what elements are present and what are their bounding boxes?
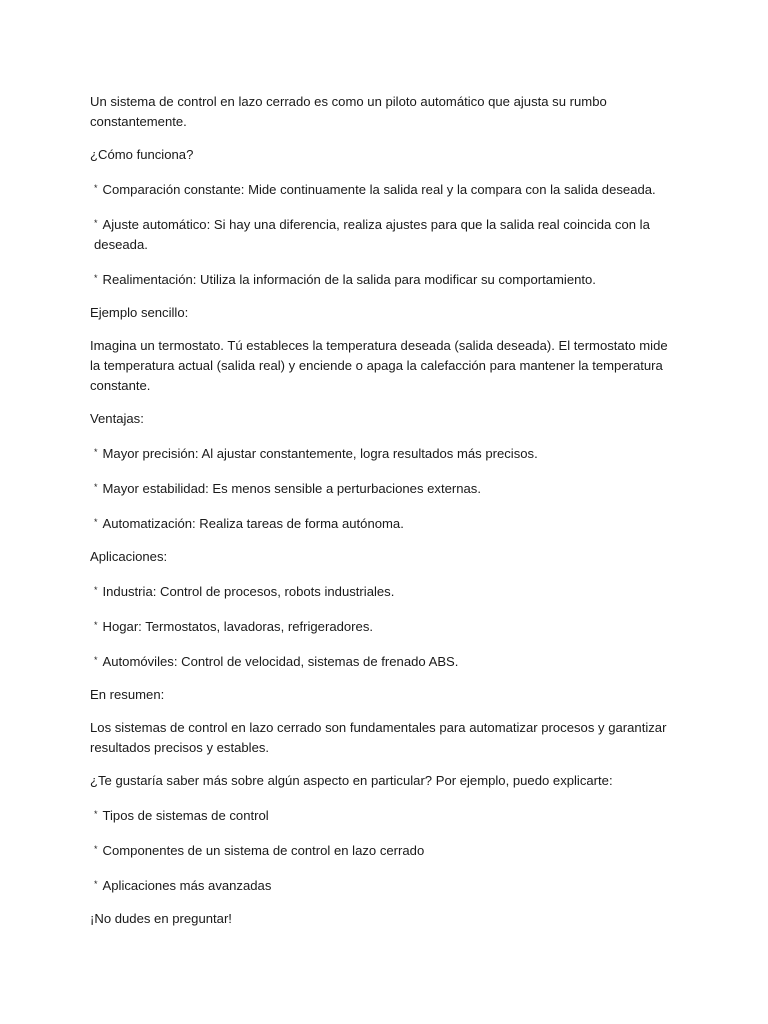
list-item-text: Ajuste automático: Si hay una diferencia, realiza ajustes para que la salida real coincida con la deseada.	[94, 217, 650, 252]
example-paragraph: Imagina un termostato. Tú estableces la temperatura deseada (salida deseada). El termostato mide la temperatura actual (salida real) y enciende o apaga la calefacción para mantener la temperatura constante.	[90, 338, 668, 393]
bullet-marker: *	[94, 620, 98, 630]
summary-heading: En resumen:	[90, 687, 165, 702]
bullet-marker: *	[94, 879, 98, 889]
list-item	[90, 874, 680, 896]
list-item-text: Aplicaciones más avanzadas	[102, 878, 272, 893]
intro-paragraph: Un sistema de control en lazo cerrado es como un piloto automático que ajusta su rumbo constantemente.	[90, 94, 607, 129]
bullet-marker: *	[94, 655, 98, 665]
bullet-marker: *	[94, 273, 98, 283]
list-item-text: Comparación constante: Mide continuamente la salida real y la compara con la salida deseada.	[102, 182, 656, 197]
list-item-text: Industria: Control de procesos, robots industriales.	[102, 584, 395, 599]
example-heading: Ejemplo sencillo:	[90, 305, 189, 320]
list-item	[90, 442, 680, 464]
list-item	[90, 512, 680, 534]
list-item	[90, 580, 680, 602]
list-item-text: Hogar: Termostatos, lavadoras, refrigeradores.	[102, 619, 374, 634]
list-item	[90, 213, 680, 255]
summary-paragraph: Los sistemas de control en lazo cerrado son fundamentales para automatizar procesos y garantizar resultados precisos y estables.	[90, 720, 667, 755]
how-heading: ¿Cómo funciona?	[90, 147, 194, 162]
document-page	[90, 92, 680, 942]
closing-paragraph: ¡No dudes en preguntar!	[90, 911, 232, 926]
list-item-text: Tipos de sistemas de control	[102, 808, 269, 823]
list-item	[90, 804, 680, 826]
bullet-marker: *	[94, 517, 98, 527]
bullet-marker: *	[94, 218, 98, 228]
list-item-text: Realimentación: Utiliza la información de la salida para modificar su comportamiento.	[102, 272, 596, 287]
list-item-text: Automatización: Realiza tareas de forma autónoma.	[102, 516, 404, 531]
question-paragraph: ¿Te gustaría saber más sobre algún aspecto en particular? Por ejemplo, puedo explicarte:	[90, 773, 613, 788]
bullet-marker: *	[94, 585, 98, 595]
bullet-marker: *	[94, 447, 98, 457]
list-item	[90, 268, 680, 290]
bullet-marker: *	[94, 482, 98, 492]
list-item-text: Mayor precisión: Al ajustar constantemente, logra resultados más precisos.	[102, 446, 538, 461]
bullet-marker: *	[94, 809, 98, 819]
applications-heading: Aplicaciones:	[90, 549, 168, 564]
list-item	[90, 650, 680, 672]
list-item	[90, 839, 680, 861]
list-item-text: Componentes de un sistema de control en lazo cerrado	[102, 843, 425, 858]
list-item	[90, 615, 680, 637]
advantages-heading: Ventajas:	[90, 411, 144, 426]
list-item-text: Automóviles: Control de velocidad, sistemas de frenado ABS.	[102, 654, 459, 669]
list-item	[90, 178, 680, 200]
bullet-marker: *	[94, 844, 98, 854]
list-item	[90, 477, 680, 499]
bullet-marker: *	[94, 183, 98, 193]
list-item-text: Mayor estabilidad: Es menos sensible a perturbaciones externas.	[102, 481, 481, 496]
